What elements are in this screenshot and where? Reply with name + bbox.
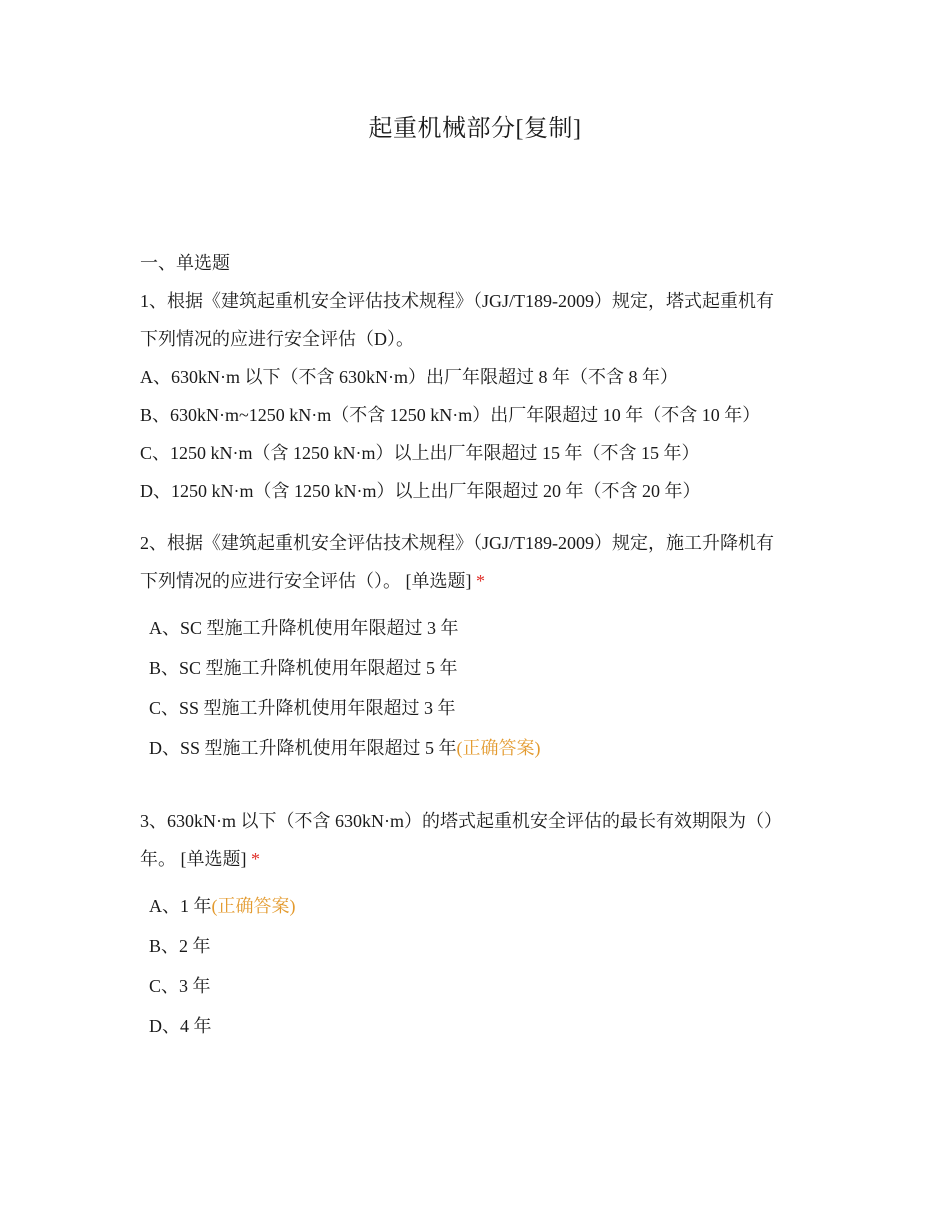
question-1 <box>140 282 820 510</box>
question-3-option-c: C、3 年 <box>149 976 211 996</box>
question-2-option-d-text: D、SS 型施工升降机使用年限超过 5 年 <box>149 738 457 758</box>
question-3-option-a-text: A、1 年 <box>149 896 212 916</box>
question-type-tag: [单选题] <box>180 849 247 869</box>
question-2-text-line2: 下列情况的应进行安全评估（）。 <box>140 571 401 591</box>
question-3 <box>140 802 820 1046</box>
question-3-option-b: B、2 年 <box>149 936 211 956</box>
question-1-text-line2: 下列情况的应进行安全评估（D）。 <box>140 329 414 349</box>
question-2-option-b: B、SC 型施工升降机使用年限超过 5 年 <box>149 658 458 678</box>
question-1-option-c: C、1250 kN·m（含 1250 kN·m）以上出厂年限超过 15 年（不含 15 年） <box>140 443 700 463</box>
document-content <box>140 244 820 1046</box>
required-mark: * <box>251 849 260 869</box>
question-2-option-a: A、SC 型施工升降机使用年限超过 3 年 <box>149 618 459 638</box>
question-1-option-d: D、1250 kN·m（含 1250 kN·m）以上出厂年限超过 20 年（不含 20 年） <box>140 481 701 501</box>
question-1-options <box>140 358 820 510</box>
question-1-text-line1: 1、根据《建筑起重机安全评估技术规程》（JGJ/T189-2009）规定，塔式起重机有 <box>140 291 774 311</box>
question-2-options <box>140 608 820 768</box>
question-2-text <box>140 524 820 600</box>
question-2-option-d <box>149 728 820 768</box>
correct-answer-label: (正确答案) <box>211 896 296 916</box>
section-heading: 一、单选题 <box>140 253 230 273</box>
question-2-text-line1: 2、根据《建筑起重机安全评估技术规程》（JGJ/T189-2009）规定，施工升降机有 <box>140 533 774 553</box>
question-3-text-line2: 年。 <box>140 849 176 869</box>
page-title: 起重机械部分[复制] <box>368 116 582 142</box>
question-3-text-line1: 3、630kN·m 以下（不含 630kN·m）的塔式起重机安全评估的最长有效期限为（） <box>140 811 782 831</box>
question-3-options <box>140 886 820 1046</box>
question-3-option-a <box>149 886 820 926</box>
required-mark: * <box>476 571 485 591</box>
question-1-option-b: B、630kN·m~1250 kN·m（不含 1250 kN·m）出厂年限超过 10 年（不含 10 年） <box>140 405 761 425</box>
correct-answer-label: (正确答案) <box>456 738 541 758</box>
question-type-tag: [单选题] <box>405 571 472 591</box>
question-3-text <box>140 802 820 878</box>
question-1-text <box>140 282 820 358</box>
question-2-option-c: C、SS 型施工升降机使用年限超过 3 年 <box>149 698 456 718</box>
question-2 <box>140 524 820 768</box>
question-3-option-d: D、4 年 <box>149 1016 212 1036</box>
question-1-option-a: A、630kN·m 以下（不含 630kN·m）出厂年限超过 8 年（不含 8 年） <box>140 367 678 387</box>
